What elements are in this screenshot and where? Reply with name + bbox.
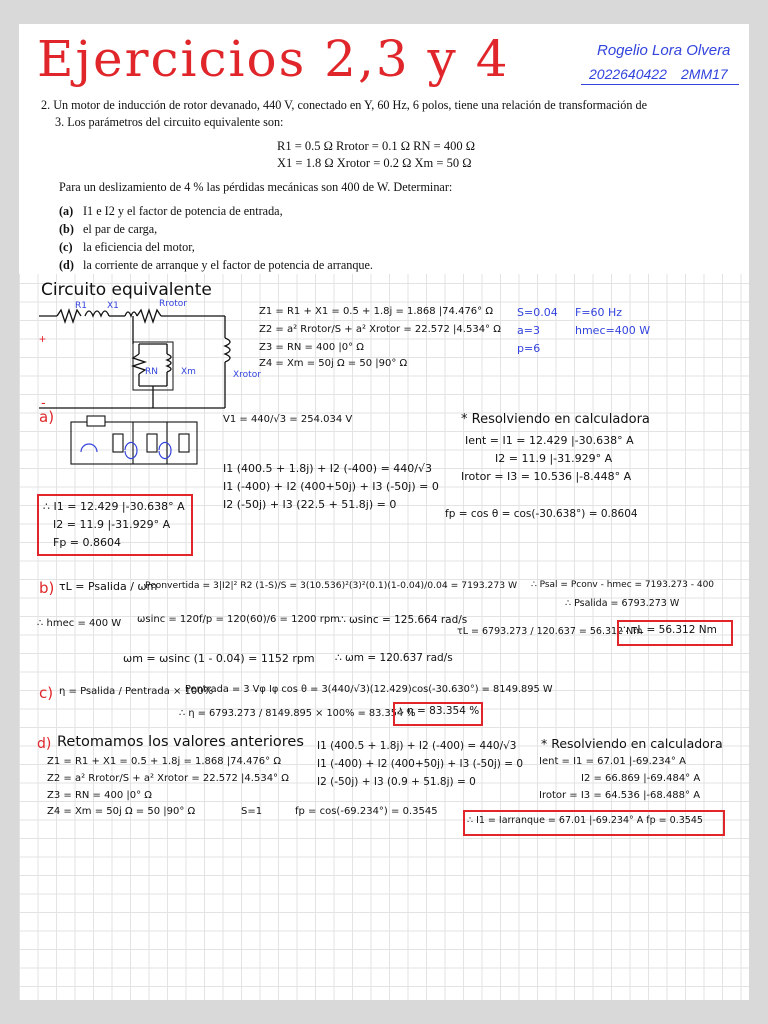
part-a-result-i1: ∴ I1 = 12.429 |-30.638° A bbox=[43, 500, 185, 513]
part-b-torque-formula: τL = Psalida / ωm bbox=[59, 580, 158, 593]
label-xrotor: Xrotor bbox=[233, 370, 261, 380]
part-d-irotor: Irotor = I3 = 64.536 |-68.488° A bbox=[539, 790, 701, 801]
circuit-title: Circuito equivalente bbox=[41, 280, 212, 300]
impedance-z3: Z3 = RN = 400 |0° Ω bbox=[259, 342, 364, 353]
part-c-eta-calc: ∴ η = 6793.273 / 8149.895 × 100% = 83.354 % bbox=[179, 708, 416, 719]
item-b-text: el par de carga, bbox=[83, 222, 158, 236]
part-b-wsinc: ωsinc = 120f/p = 120(60)/6 = 1200 rpm bbox=[137, 614, 340, 625]
label-minus: - bbox=[41, 394, 46, 410]
part-b-wm-rad: ∴ ωm = 120.637 rad/s bbox=[335, 652, 453, 664]
part-a-i2: I2 = 11.9 |-31.929° A bbox=[495, 452, 613, 465]
part-b-label: b) bbox=[39, 579, 55, 597]
part-c-label: c) bbox=[39, 684, 54, 702]
part-c-eta-formula: η = Psalida / Pentrada × 100% bbox=[59, 686, 214, 697]
mesh-current-i1-icon bbox=[81, 444, 97, 452]
label-plus: + bbox=[39, 332, 47, 346]
part-a-fp: fp = cos θ = cos(-30.638°) = 0.8604 bbox=[445, 508, 638, 520]
page-title: Ejercicios 2,3 y 4 bbox=[37, 30, 510, 88]
label-rn: RN bbox=[145, 367, 158, 377]
part-b-psal-result: ∴ Psalida = 6793.273 W bbox=[565, 598, 680, 609]
part-b-result: ∴ τL = 56.312 Nm bbox=[621, 624, 717, 636]
impedance-z1: Z1 = R1 + X1 = 0.5 + 1.8j = 1.868 |74.476° Ω bbox=[259, 306, 493, 317]
label-x1: X1 bbox=[107, 301, 119, 311]
part-c-pentrada: Pentrada = 3 Vφ Iφ cos θ = 3(440/√3)(12.429)cos(-30.630°) = 8149.895 W bbox=[185, 684, 553, 695]
params-row-2: X1 = 1.8 Ω Xrotor = 0.2 Ω Xm = 50 Ω bbox=[277, 156, 472, 170]
item-c-text: la eficiencia del motor, bbox=[83, 240, 195, 254]
part-b-torque-calc: τL = 6793.273 / 120.637 = 56.312 Nm bbox=[457, 626, 643, 637]
part-d-calc-title: * Resolviendo en calculadora bbox=[541, 736, 723, 751]
part-d-slip: S=1 bbox=[241, 806, 263, 817]
given-poles: p=6 bbox=[517, 342, 541, 355]
resistor-rrotor-icon bbox=[137, 310, 161, 322]
label-xm: Xm bbox=[181, 367, 196, 377]
slip-statement: Para un deslizamiento de 4 % las pérdidas mecánicas son 400 de W. Determinar: bbox=[59, 180, 453, 194]
given-slip: S=0.04 bbox=[517, 306, 558, 319]
part-a-eq3: I2 (-50j) + I3 (22.5 + 51.8j) = 0 bbox=[223, 498, 397, 511]
part-b-wm: ωm = ωsinc (1 - 0.04) = 1152 rpm bbox=[123, 652, 315, 665]
part-d-z4: Z4 = Xm = 50j Ω = 50 |90° Ω bbox=[47, 806, 196, 817]
part-d-z2: Z2 = a² Rrotor/S + a² Xrotor = 22.572 |4.534° Ω bbox=[47, 773, 289, 784]
author-name: Rogelio Lora Olvera bbox=[597, 42, 731, 59]
part-d-eq2: I1 (-400) + I2 (400+50j) + I3 (-50j) = 0 bbox=[317, 758, 524, 770]
params-row-1: R1 = 0.5 Ω Rrotor = 0.1 Ω RN = 400 Ω bbox=[277, 139, 475, 153]
part-a-label: a) bbox=[39, 408, 55, 426]
given-frequency: F=60 Hz bbox=[575, 306, 623, 319]
part-a-ient: Ient = I1 = 12.429 |-30.638° A bbox=[465, 434, 634, 447]
mesh-circuit-diagram bbox=[67, 412, 203, 472]
notebook-page bbox=[19, 24, 749, 1000]
part-d-result: ∴ I1 = Iarranque = 67.01 |-69.234° A fp = 0.3545 bbox=[467, 815, 703, 826]
item-a-text: I1 e I2 y el factor de potencia de entrada, bbox=[83, 204, 283, 218]
item-a-letter: (a) bbox=[59, 204, 74, 218]
part-d-eq1: I1 (400.5 + 1.8j) + I2 (-400) = 440/√3 bbox=[317, 740, 517, 752]
part-a-irotor: Irotor = I3 = 10.536 |-8.448° A bbox=[461, 470, 632, 483]
problem-statement-line2: 3. Los parámetros del circuito equivalente son: bbox=[55, 115, 284, 129]
part-a-result-i2: I2 = 11.9 |-31.929° A bbox=[53, 518, 171, 531]
given-ratio: a=3 bbox=[517, 324, 540, 337]
part-a-eq2: I1 (-400) + I2 (400+50j) + I3 (-50j) = 0 bbox=[223, 480, 439, 493]
item-b-letter: (b) bbox=[59, 222, 74, 236]
part-b-hmec: ∴ hmec = 400 W bbox=[37, 618, 122, 629]
inductor-xm-icon bbox=[167, 354, 171, 372]
item-d-letter: (d) bbox=[59, 258, 74, 272]
resistor-rn-icon bbox=[133, 354, 145, 374]
part-d-eq3: I2 (-50j) + I3 (0.9 + 51.8j) = 0 bbox=[317, 776, 476, 788]
header-underline bbox=[581, 84, 739, 85]
student-id: 2022640422 bbox=[589, 66, 667, 82]
part-b-psal: ∴ Psal = Pconv - hmec = 7193.273 - 400 bbox=[531, 580, 715, 590]
item-d-text: la corriente de arranque y el factor de potencia de arranque. bbox=[83, 258, 373, 272]
label-r1: R1 bbox=[75, 301, 87, 311]
part-a-v1: V1 = 440/√3 = 254.034 V bbox=[223, 414, 353, 425]
problem-statement-line1: 2. Un motor de inducción de rotor devanado, 440 V, conectado en Y, 60 Hz, 6 polos, tiene una relación de transformación de bbox=[41, 98, 648, 112]
resistor-r1-icon bbox=[57, 310, 81, 322]
part-c-result: ∴ η = 83.354 % bbox=[397, 705, 480, 717]
part-a-eq1: I1 (400.5 + 1.8j) + I2 (-400) = 440/√3 bbox=[223, 462, 432, 475]
part-d-fp: fp = cos(-69.234°) = 0.3545 bbox=[295, 806, 438, 817]
part-a-calc-title: * Resolviendo en calculadora bbox=[461, 412, 650, 427]
part-d-label: d) bbox=[37, 736, 52, 752]
group-code: 2MM17 bbox=[681, 66, 728, 82]
part-a-result-fp: Fp = 0.8604 bbox=[53, 536, 122, 549]
part-d-z1: Z1 = R1 + X1 = 0.5 + 1.8j = 1.868 |74.476° Ω bbox=[47, 756, 281, 767]
impedance-z4: Z4 = Xm = 50j Ω = 50 |90° Ω bbox=[259, 358, 408, 369]
part-d-intro: Retomamos los valores anteriores bbox=[57, 734, 304, 750]
part-d-ient: Ient = I1 = 67.01 |-69.234° A bbox=[539, 756, 686, 767]
label-rrotor: Rrotor bbox=[159, 299, 187, 309]
inductor-xrotor-icon bbox=[225, 338, 230, 362]
part-d-i2: I2 = 66.869 |-69.484° A bbox=[581, 773, 701, 784]
equivalent-circuit-diagram bbox=[33, 296, 263, 416]
inductor-x1-icon bbox=[85, 311, 109, 316]
impedance-z2: Z2 = a² Rrotor/S + a² Xrotor = 22.572 |4.534° Ω bbox=[259, 324, 501, 335]
part-b-wsinc-rad: ∴ ωsinc = 125.664 rad/s bbox=[339, 614, 468, 626]
given-hmec: hmec=400 W bbox=[575, 324, 651, 337]
part-d-z3: Z3 = RN = 400 |0° Ω bbox=[47, 790, 152, 801]
item-c-letter: (c) bbox=[59, 240, 73, 254]
part-b-pconv: Pconvertida = 3|I2|² R2 (1-S)/S = 3(10.536)²(3)²(0.1)(1-0.04)/0.04 = 7193.273 W bbox=[145, 580, 518, 591]
